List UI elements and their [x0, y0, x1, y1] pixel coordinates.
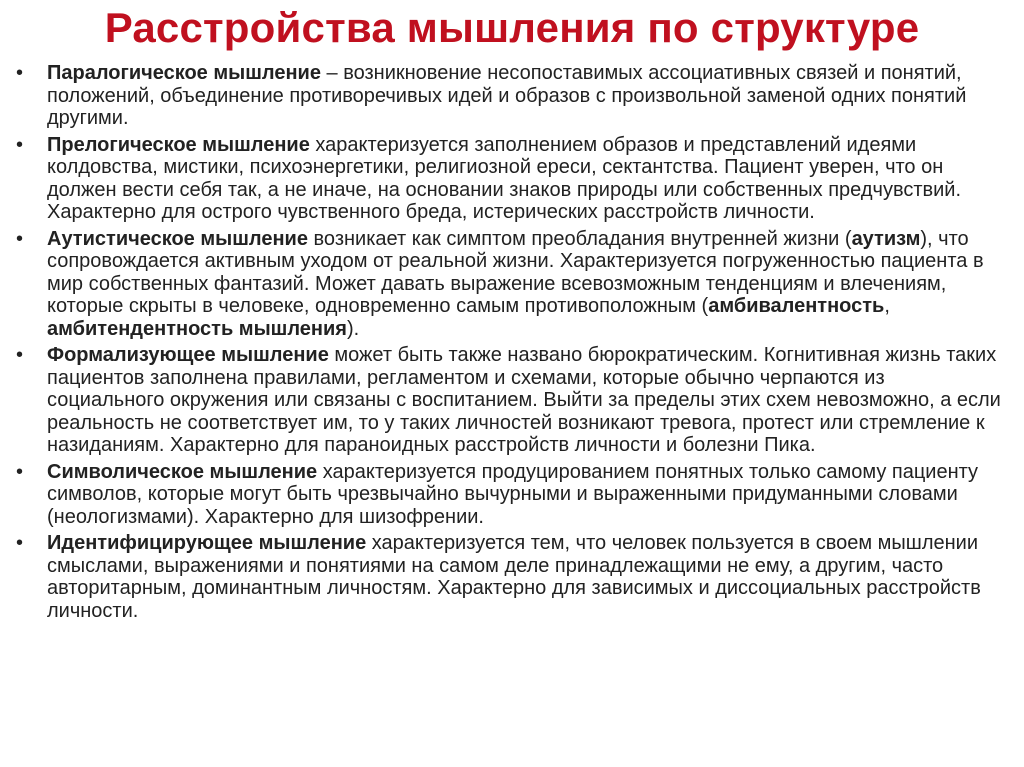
term-label: Прелогическое мышление [47, 133, 310, 156]
item-description: может быть также названо бюрократическим. Когнитивная жизнь таких пациентов заполнена правилами, регламентом и схемами, которые обычно черпаются из социального окружения или связаны с воспитанием. Выйти за пределы этих схем невозможно, а если реальность не соответствует им, то у таких личностей возникают тревога, протест или стремление к назиданиям. Характерно для параноидных расстройств личности и болезни Пика. [47, 344, 1001, 456]
term-label: Идентифицирующее мышление [47, 532, 367, 554]
item-description: возникает как симптом преобладания внутренней жизни ( [307, 227, 852, 250]
term-autism: аутизм [851, 227, 921, 250]
term-label: Формализующее мышление [47, 344, 329, 366]
slide-title: Расстройства мышления по структуре [104, 4, 920, 51]
list-item-prelogical [16, 134, 1006, 224]
term-label: Паралогическое мышление [47, 62, 321, 84]
item-description-cont: ), что сопровождается активным уходом от реальной жизни. Характеризуется погруженностью пациента в мир собственных фантазий. Может давать выражение всевозможным тенденциям и влечениям, которые скрыты в человеке, одновременно самым противоположным ( [47, 227, 984, 317]
separator-text: , [884, 295, 890, 317]
term-ambitendency: амбитендентность мышления [47, 317, 347, 340]
bullet-icon: • [16, 344, 24, 366]
list-item-identifying [16, 532, 1006, 622]
bullet-icon: • [16, 532, 24, 554]
list-item-autistic [16, 228, 1006, 341]
list-item-formalizing [16, 344, 1006, 457]
bullet-icon: • [16, 133, 24, 156]
term-ambivalence: амбивалентность [708, 295, 885, 317]
closing-text: ). [346, 317, 360, 340]
term-label: Символическое мышление [47, 460, 318, 483]
list-item-paralogical [16, 62, 1006, 130]
item-description: характеризуется тем, что человек пользуется в своем мышлении смыслами, выражениями и понятиями на самом деле принадлежащими не ему, а другим, часто авторитарным, доминантным личностям. Характерно для зависимых и диссоциальных расстройств личности. [47, 532, 981, 622]
item-description: характеризуется заполнением образов и представлений идеями колдовства, мистики, психоэнергетики, религиозной ереси, сектантства. Пациент уверен, что он должен вести себя так, а не иначе, на основании знаков природы или собственных предчувствий. Характерно для острого чувственного бреда, истерических расстройств личности. [47, 133, 962, 223]
bullet-icon: • [16, 62, 24, 84]
item-description: характеризуется продуцированием понятных только самому пациенту символов, которые могут быть чрезвычайно вычурными и выраженными придуманными словами (неологизмами). Характерно для шизофрении. [47, 460, 979, 528]
bullet-icon: • [16, 460, 24, 483]
term-label: Аутистическое мышление [47, 227, 308, 250]
list-item-symbolic [16, 461, 1006, 529]
bullet-icon: • [16, 227, 24, 250]
bullet-list [16, 62, 1006, 626]
item-description: – возникновение несопоставимых ассоциативных связей и понятий, положений, объединение противоречивых идей и образов с произвольной заменой одних понятий другими. [47, 62, 967, 129]
